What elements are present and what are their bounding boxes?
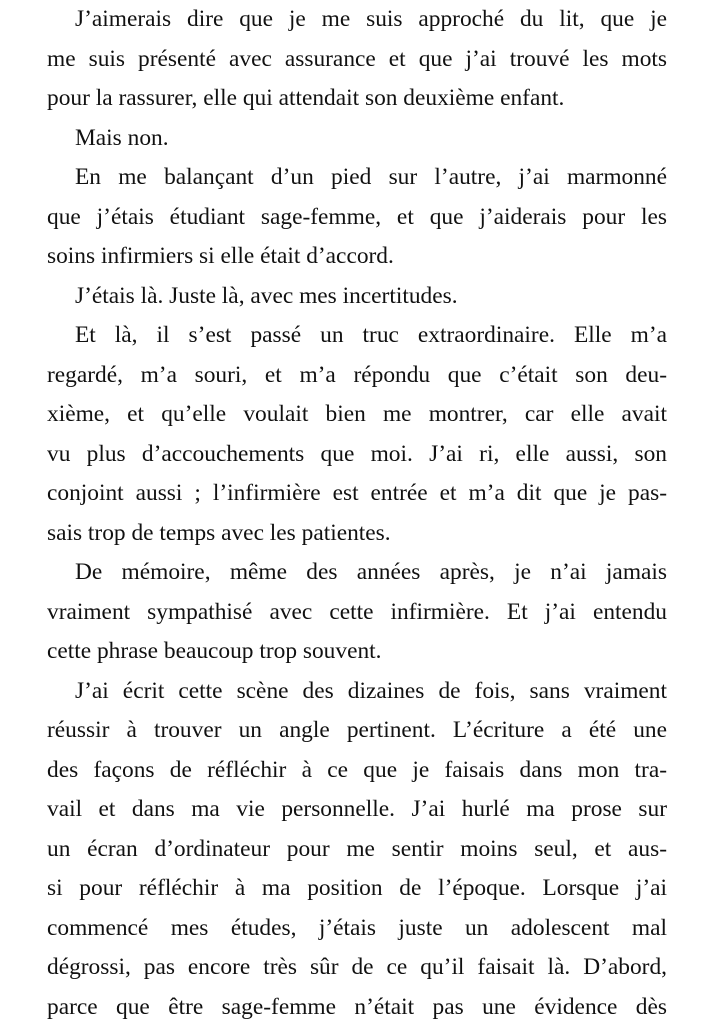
paragraph-4 xyxy=(47,277,667,317)
text-line: regardé, m’a souri, et m’a répondu que c’était son deu- xyxy=(47,356,667,396)
text-line: me suis présenté avec assurance et que j’ai trouvé les mots xyxy=(47,40,667,80)
text-line: dégrossi, pas encore très sûr de ce qu’il faisait là. D’abord, xyxy=(47,948,667,988)
paragraph-3 xyxy=(47,158,667,277)
text-line: De mémoire, même des années après, je n’ai jamais xyxy=(47,553,667,593)
paragraph-5 xyxy=(47,316,667,553)
text-line: En me balançant d’un pied sur l’autre, j’ai marmonné xyxy=(47,158,667,198)
text-line: des façons de réfléchir à ce que je faisais dans mon tra- xyxy=(47,751,667,791)
text-line: xième, et qu’elle voulait bien me montrer, car elle avait xyxy=(47,395,667,435)
text-line: J’ai écrit cette scène des dizaines de fois, sans vraiment xyxy=(47,672,667,712)
paragraph-2 xyxy=(47,119,667,159)
text-line: que j’étais étudiant sage-femme, et que j’aiderais pour les xyxy=(47,198,667,238)
paragraph-1 xyxy=(47,0,667,119)
text-line: vail et dans ma vie personnelle. J’ai hurlé ma prose sur xyxy=(47,790,667,830)
paragraph-6 xyxy=(47,553,667,672)
text-line: un écran d’ordinateur pour me sentir moins seul, et aus- xyxy=(47,830,667,870)
text-line: sais trop de temps avec les patientes. xyxy=(47,514,667,554)
text-line: vraiment sympathisé avec cette infirmière. Et j’ai entendu xyxy=(47,593,667,633)
text-line: J’étais là. Juste là, avec mes incertitudes. xyxy=(47,277,667,317)
text-line: J’aimerais dire que je me suis approché du lit, que je xyxy=(47,0,667,40)
text-line: si pour réfléchir à ma position de l’époque. Lorsque j’ai xyxy=(47,869,667,909)
text-line: Mais non. xyxy=(47,119,667,159)
text-line: soins infirmiers si elle était d’accord. xyxy=(47,237,667,277)
text-line: commencé mes études, j’étais juste un adolescent mal xyxy=(47,909,667,949)
text-line: cette phrase beaucoup trop souvent. xyxy=(47,632,667,672)
text-line: parce que être sage-femme n’était pas une évidence dès xyxy=(47,988,667,1027)
text-line: pour la rassurer, elle qui attendait son deuxième enfant. xyxy=(47,79,667,119)
book-page xyxy=(47,0,667,1027)
text-line: Et là, il s’est passé un truc extraordinaire. Elle m’a xyxy=(47,316,667,356)
text-line: réussir à trouver un angle pertinent. L’écriture a été une xyxy=(47,711,667,751)
text-line: vu plus d’accouchements que moi. J’ai ri, elle aussi, son xyxy=(47,435,667,475)
text-line: conjoint aussi ; l’infirmière est entrée et m’a dit que je pas- xyxy=(47,474,667,514)
paragraph-7 xyxy=(47,672,667,1027)
